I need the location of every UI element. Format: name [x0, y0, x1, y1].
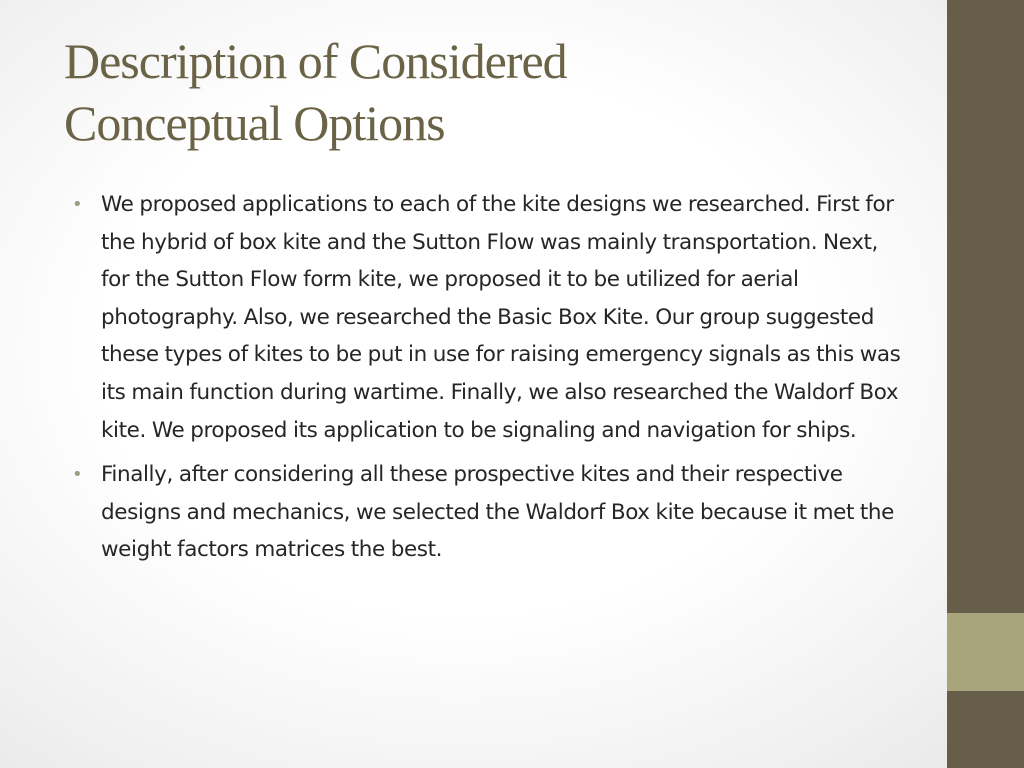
side-bar-light-accent	[947, 613, 1024, 691]
slide-title	[64, 30, 924, 154]
bullet-item	[72, 186, 902, 449]
bullet-list	[72, 186, 902, 576]
bullet-text: Finally, after considering all these prospective kites and their respective designs and mechanics, we selected the Waldorf Box kite because it met the weight factors matrices the best.	[101, 462, 894, 563]
decorative-side-bar	[947, 0, 1024, 768]
bullet-marker: •	[72, 194, 83, 215]
bullet-text: We proposed applications to each of the kite designs we researched. First for the hybrid of box kite and the Sutton Flow was mainly transportation. Next, for the Sutton Flow form kite, we proposed it to be utilized for aerial photography. Also, we researched the Basic Box Kite. Our group suggested these types of kites to be put in use for raising emergency signals as this was its main function during wartime. Finally, we also researched the Waldorf Box kite. We proposed its application to be signaling and navigation for ships.	[101, 192, 901, 443]
slide-title-line-1: Description of Considered	[64, 33, 567, 89]
slide-title-line-2: Conceptual Options	[64, 95, 445, 151]
side-bar-dark-top	[947, 0, 1024, 613]
bullet-marker: •	[72, 464, 83, 486]
side-bar-dark-bottom	[947, 691, 1024, 768]
bullet-item	[72, 456, 902, 569]
